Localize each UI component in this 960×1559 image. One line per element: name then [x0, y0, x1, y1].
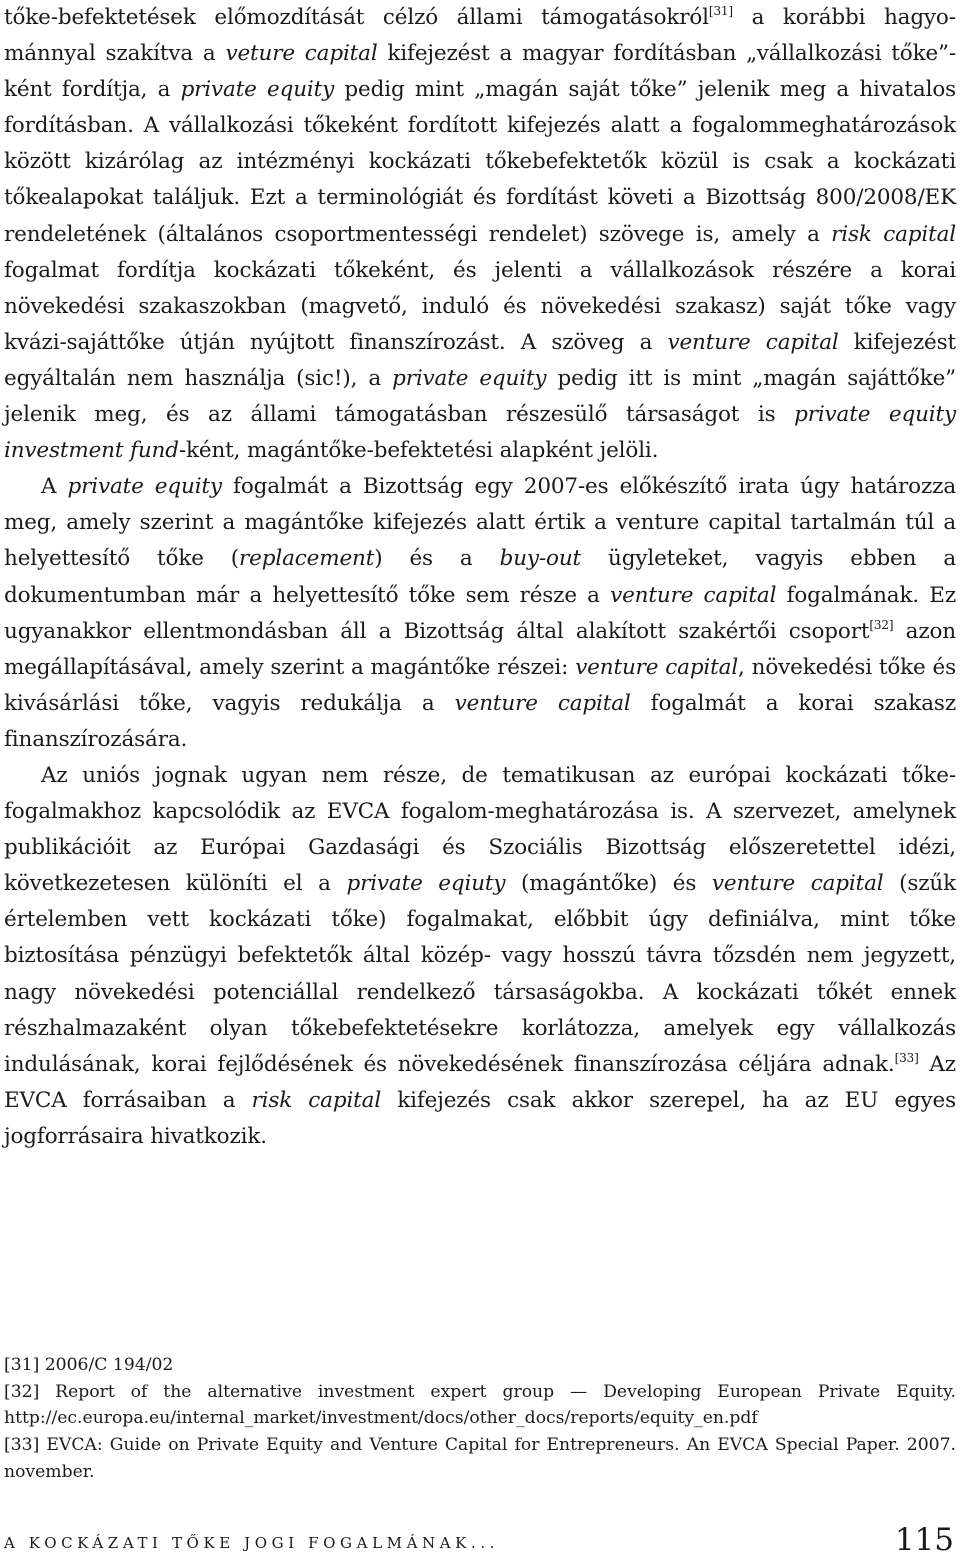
- text-run: , növekedési tőke és kivásárlási tőke, vagyis redukálja a: [4, 654, 956, 716]
- paragraph-2: [4, 469, 956, 758]
- text-run: a korábbi hagyománnyal szakítva a: [4, 5, 956, 67]
- footnote-32: [32] Report of the alternative investment expert group — Developing European Private Equity. http://ec.europa.eu/internal_market/investment/docs/other_docs/reports/equity_en.pdf: [4, 1381, 956, 1429]
- text-run: kifejezést a magyar fordításban „vállalkozási tőke”-ként fordítja, a: [4, 41, 956, 103]
- body-text: [4, 0, 956, 1155]
- italic-term: private equity: [180, 77, 335, 103]
- italic-term: venture capital: [454, 690, 631, 716]
- italic-term: replacement: [239, 546, 375, 572]
- italic-term: private equity: [392, 365, 547, 391]
- text-run: azon megállapításával, amely szerint a magántőke részei:: [4, 618, 956, 680]
- footnote-reference: [32]: [869, 617, 894, 632]
- text-run: fogalmának. Ez ugyanakkor ellentmondásban áll a Bizottság által alakított szakértői csoport: [4, 582, 956, 644]
- text-run: (szűk értelemben vett kockázati tőke) fogalmakat, előbbit úgy definiálva, mint tőke biztosítása pénzügyi befektetők által közép- vagy hosszú távra tőzsdén nem jegyzett, nagy növekedési potenciállal rendelkező társaságokba. A kockázati tőkét ennek részhalmazaként olyan tőkebefektetésekre korlátozza, amelyek egy vállalkozás indulásának, korai fejlődésének és növekedésének finanszírozása céljára adnak.: [4, 871, 957, 1077]
- italic-term: private eqiuty: [346, 871, 506, 897]
- text-run: Az uniós jognak ugyan nem része, de tematikusan az európai kockázati tőke-fogalmakhoz kapcsolódik az EVCA fogalom-meghatározása is. A szervezet, amelynek publikációit az Európai Gazdasági és Szociális Bizottság előszeretettel idézi, következetesen különíti el a: [4, 762, 956, 897]
- text-run: fogalmat fordítja kockázati tőkeként, és jelenti a vállalkozások részére a korai növekedési szakaszokban (magvető, induló és növekedési szakasz) saját tőke vagy kvázi-sajáttőke útján nyújtott finanszírozást. A szöveg a: [4, 257, 956, 355]
- text-run: (magántőke) és: [505, 871, 712, 897]
- text-run: fogalmát a Bizottság egy 2007-es előkészítő irata úgy határozza meg, amely szerint a magántőke kifejezés alatt értik a venture capital tartalmán túl a helyettesítő tőke (: [4, 474, 957, 572]
- text-run: Az EVCA forrásaiban a: [4, 1051, 956, 1113]
- text-run: pedig itt is mint „magán sajáttőke” jelenik meg, és az állami támogatásban részesülő társaságot is: [4, 365, 956, 428]
- text-run: pedig mint „magán saját tőke” jelenik meg a hivatalos fordításban. A vállalkozási tőkeként fordított kifejezés alatt a fogalommeghatározások között kizárólag az intézményi kockázati tőkebefektetők közül is csak a kockázati tőkealapokat találjuk. Ezt a terminológiát és fordítást követi a Bizottság 800/2008/EK rendeletének (általános csoportmentességi rendelet) szövege is, amely a: [4, 77, 956, 247]
- document-page: [4, 0, 956, 1155]
- italic-term: buy-out: [499, 546, 582, 572]
- text-run: kifejezést egyáltalán nem használja (sic!), a: [4, 329, 956, 391]
- italic-term: risk capital: [251, 1087, 382, 1113]
- italic-term: venture capital: [711, 871, 884, 897]
- italic-term: private equity investment fund: [4, 402, 956, 464]
- footnote-reference: [33]: [894, 1050, 919, 1065]
- italic-term: venture capital: [610, 582, 777, 608]
- footnote-31: [31] 2006/C 194/02: [4, 1355, 174, 1375]
- footnote-reference: [31]: [708, 4, 733, 18]
- running-title: A KOCKÁZATI TŐKE JOGI FOGALMÁNAK...: [4, 1534, 500, 1552]
- text-run: kifejezés csak akkor szerepel, ha az EU egyes jogforrásaira hivatkozik.: [4, 1087, 956, 1149]
- paragraph-1: [4, 0, 956, 469]
- page-number: 115: [894, 1522, 954, 1558]
- text-run: ) és a: [374, 546, 500, 572]
- italic-term: veture capital: [225, 41, 378, 67]
- italic-term: venture capital: [575, 654, 739, 680]
- page-footer: [4, 1518, 954, 1558]
- italic-term: venture capital: [667, 329, 839, 355]
- footnote-33: [33] EVCA: Guide on Private Equity and Venture Capital for Entrepreneurs. An EVCA Special Paper. 2007. november.: [4, 1435, 956, 1482]
- text-run: -ként, magántőke-befektetési alapként jelöli.: [178, 438, 659, 464]
- footnotes: [4, 1352, 956, 1486]
- italic-term: risk capital: [831, 221, 956, 247]
- text-run: ügyleteket, vagyis ebben a dokumentumban már a helyettesítő tőke sem része a: [4, 546, 957, 608]
- text-run: tőke-befektetések előmozdítását célzó állami támogatásokról: [4, 5, 709, 30]
- paragraph-3: [4, 758, 956, 1155]
- italic-term: private equity: [67, 474, 222, 500]
- text-run: fogalmát a korai szakasz finanszírozására.: [4, 690, 956, 752]
- text-run: A: [41, 474, 68, 500]
